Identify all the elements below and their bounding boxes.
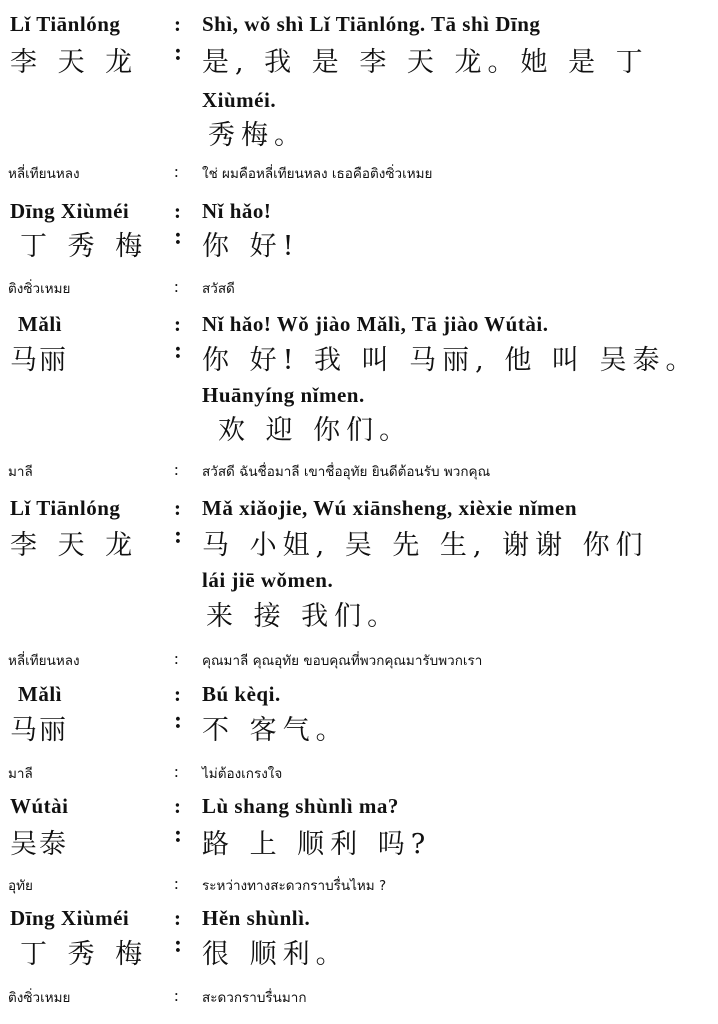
speaker-pinyin: Mǎlì xyxy=(18,312,62,336)
colon: : xyxy=(174,460,179,479)
speaker-thai: ติงซิ่วเหมย xyxy=(8,281,71,297)
colon: : xyxy=(174,12,182,36)
line-hanzi: 马 小姐, 吴 先 生, 谢谢 你们 xyxy=(202,530,649,561)
speaker-pinyin: Dīng Xiùméi xyxy=(10,906,130,930)
speaker-hanzi: 马丽 xyxy=(10,345,68,376)
colon: : xyxy=(174,312,182,336)
speaker-thai: อุทัย xyxy=(8,878,33,894)
colon: : xyxy=(174,932,182,958)
speaker-hanzi: 李 天 龙 xyxy=(10,530,139,561)
line-thai: คุณมาลี คุณอุทัย ขอบคุณที่พวกคุณมารับพวกเรา xyxy=(202,653,483,669)
line-hanzi: 你 好! xyxy=(202,231,300,262)
line-pinyin: Lù shang shùnlì ma? xyxy=(202,794,399,818)
colon: : xyxy=(174,40,182,66)
line-hanzi-continued: 秀梅。 xyxy=(208,120,307,151)
speaker-hanzi: 吴泰 xyxy=(10,829,68,860)
line-hanzi-continued: 来 接 我们。 xyxy=(206,601,401,632)
line-hanzi: 是, 我 是 李 天 龙。她 是 丁 xyxy=(202,47,649,78)
line-pinyin: Hěn shùnlì. xyxy=(202,906,311,930)
colon: : xyxy=(174,523,182,549)
speaker-pinyin: Mǎlì xyxy=(18,682,62,706)
speaker-thai: หลี่เทียนหลง xyxy=(8,166,80,182)
speaker-pinyin: Lǐ Tiānlóng xyxy=(10,496,121,520)
colon: : xyxy=(174,794,182,818)
line-thai: ไม่ต้องเกรงใจ xyxy=(202,766,283,782)
line-hanzi: 你 好! 我 叫 马丽, 他 叫 吴泰。 xyxy=(202,345,699,376)
colon: : xyxy=(174,338,182,364)
line-pinyin: Bú kèqi. xyxy=(202,682,281,706)
speaker-pinyin: Dīng Xiùméi xyxy=(10,199,130,223)
colon: : xyxy=(174,682,182,706)
colon: : xyxy=(174,649,179,668)
speaker-pinyin: Lǐ Tiānlóng xyxy=(10,12,121,36)
line-pinyin-continued: Xiùméi. xyxy=(202,88,277,112)
line-thai: สวัสดี xyxy=(202,281,235,297)
line-pinyin: Mǎ xiǎojie, Wú xiānsheng, xièxie nǐmen xyxy=(202,496,578,520)
speaker-hanzi: 丁 秀 梅 xyxy=(20,231,149,262)
colon: : xyxy=(174,874,179,893)
speaker-thai: ติงซิ่วเหมย xyxy=(8,990,71,1006)
line-pinyin-continued: Huānyíng nǐmen. xyxy=(202,383,365,407)
line-thai: สะดวกราบรื่นมาก xyxy=(202,990,307,1006)
speaker-hanzi: 丁 秀 梅 xyxy=(20,939,149,970)
speaker-thai: มาลี xyxy=(8,464,33,480)
line-pinyin: Nǐ hǎo! xyxy=(202,199,272,223)
line-hanzi: 很 顺利。 xyxy=(202,939,349,970)
colon: : xyxy=(174,224,182,250)
line-pinyin: Shì, wǒ shì Lǐ Tiānlóng. Tā shì Dīng xyxy=(202,12,541,36)
colon: : xyxy=(174,906,182,930)
speaker-hanzi: 马丽 xyxy=(10,715,68,746)
line-thai: ระหว่างทางสะดวกราบรื่นไหม ? xyxy=(202,878,387,894)
colon: : xyxy=(174,277,179,296)
speaker-pinyin: Wútài xyxy=(10,794,69,818)
colon: : xyxy=(174,162,179,181)
line-hanzi-continued: 欢 迎 你们。 xyxy=(218,415,413,446)
speaker-thai: หลี่เทียนหลง xyxy=(8,653,80,669)
colon: : xyxy=(174,822,182,848)
line-hanzi: 不 客气。 xyxy=(202,715,349,746)
colon: : xyxy=(174,762,179,781)
colon: : xyxy=(174,708,182,734)
colon: : xyxy=(174,199,182,223)
line-pinyin-continued: lái jiē wǒmen. xyxy=(202,568,334,592)
line-thai: สวัสดี ฉันชื่อมาลี เขาชื่ออุทัย ยินดีต้อนรับ พวกคุณ xyxy=(202,464,491,480)
line-hanzi: 路 上 顺利 吗? xyxy=(202,829,432,860)
speaker-thai: มาลี xyxy=(8,766,33,782)
colon: : xyxy=(174,496,182,520)
colon: : xyxy=(174,986,179,1005)
speaker-hanzi: 李 天 龙 xyxy=(10,47,139,78)
line-thai: ใช่ ผมคือหลี่เทียนหลง เธอคือติงซิ่วเหมย xyxy=(202,166,433,182)
line-pinyin: Nǐ hǎo! Wǒ jiào Mǎlì, Tā jiào Wútài. xyxy=(202,312,549,336)
